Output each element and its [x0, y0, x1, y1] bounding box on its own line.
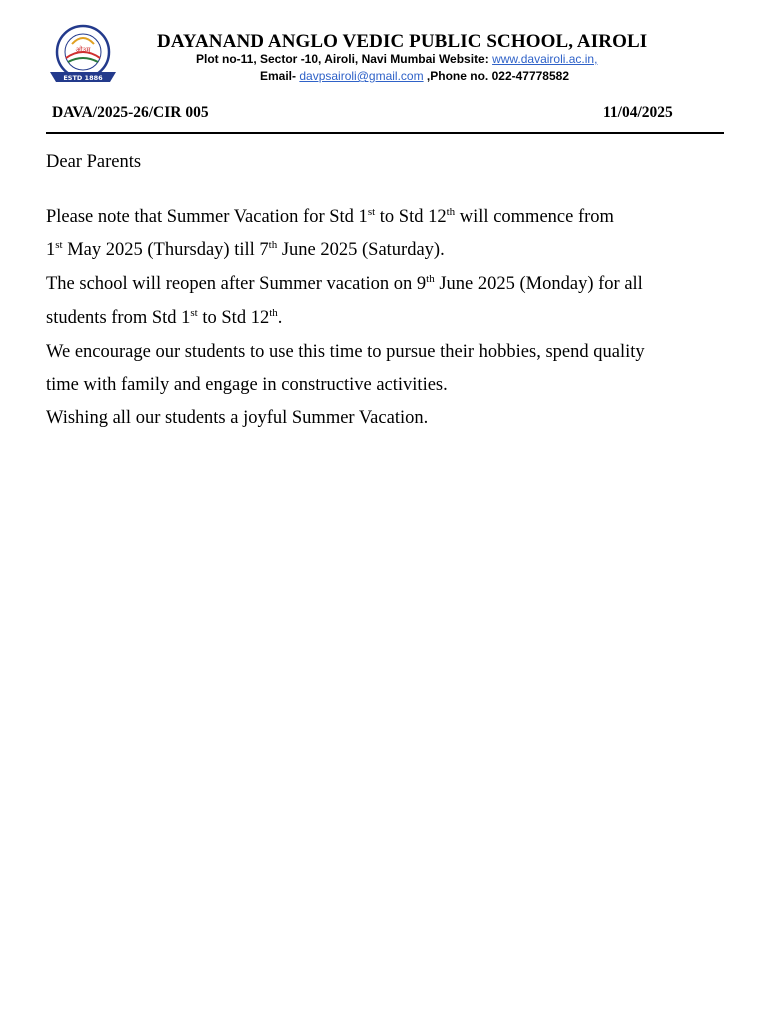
circular-reference: DAVA/2025-26/CIR 005 — [52, 104, 209, 121]
text-run: The school will reopen after Summer vacation on 9 — [46, 274, 427, 294]
ordinal-suffix: st — [367, 206, 376, 218]
school-logo — [46, 22, 120, 90]
school-name: DAYANAND ANGLO VEDIC PUBLIC SCHOOL, AIROLI — [157, 31, 648, 52]
ordinal-suffix: th — [426, 273, 435, 285]
paragraph-line: We encourage our students to use this time to pursue their hobbies, spend quality — [46, 342, 645, 362]
text-run: to Std 12 — [375, 207, 447, 227]
header-divider — [46, 132, 724, 134]
text-run: to Std 12 — [197, 308, 270, 328]
paragraph-line: time with family and engage in constructive activities. — [46, 375, 448, 395]
address-line — [196, 52, 597, 66]
text-run: June 2025 (Monday) for all — [434, 274, 643, 294]
paragraph-line — [46, 308, 736, 329]
email-label: Email- — [260, 69, 300, 83]
salutation: Dear Parents — [46, 152, 142, 172]
email-link[interactable]: davpsairoli@gmail.com — [299, 69, 424, 83]
contact-line — [260, 69, 569, 83]
text-run: . — [277, 308, 283, 328]
address-text: Plot no-11, Sector -10, Airoli, Navi Mumbai Website: — [196, 52, 493, 66]
closing-line: Wishing all our students a joyful Summer Vacation. — [46, 408, 429, 428]
text-run: May 2025 (Thursday) till 7 — [62, 240, 269, 260]
text-run: Please note that Summer Vacation for Std 1 — [46, 207, 368, 227]
website-link[interactable]: www.davairoli.ac.in, — [492, 52, 598, 66]
ordinal-suffix: th — [268, 239, 278, 251]
logo-om-text: ओ३म् — [75, 46, 91, 54]
text-run: June 2025 (Saturday). — [277, 240, 445, 260]
ordinal-suffix: st — [55, 239, 63, 251]
text-run: will commence from — [455, 207, 614, 227]
ordinal-suffix: st — [190, 307, 198, 319]
ordinal-suffix: th — [446, 206, 456, 218]
text-run: 1 — [46, 240, 56, 260]
paragraph-line — [46, 274, 736, 295]
paragraph-line — [46, 240, 736, 261]
paragraph-line — [46, 207, 736, 228]
ordinal-suffix: th — [269, 307, 278, 319]
text-run: students from Std 1 — [46, 308, 191, 328]
logo-estd-text: ESTD 1886 — [63, 74, 103, 82]
circular-date: 11/04/2025 — [603, 104, 673, 121]
phone-text: ,Phone no. 022-47778582 — [423, 69, 569, 83]
